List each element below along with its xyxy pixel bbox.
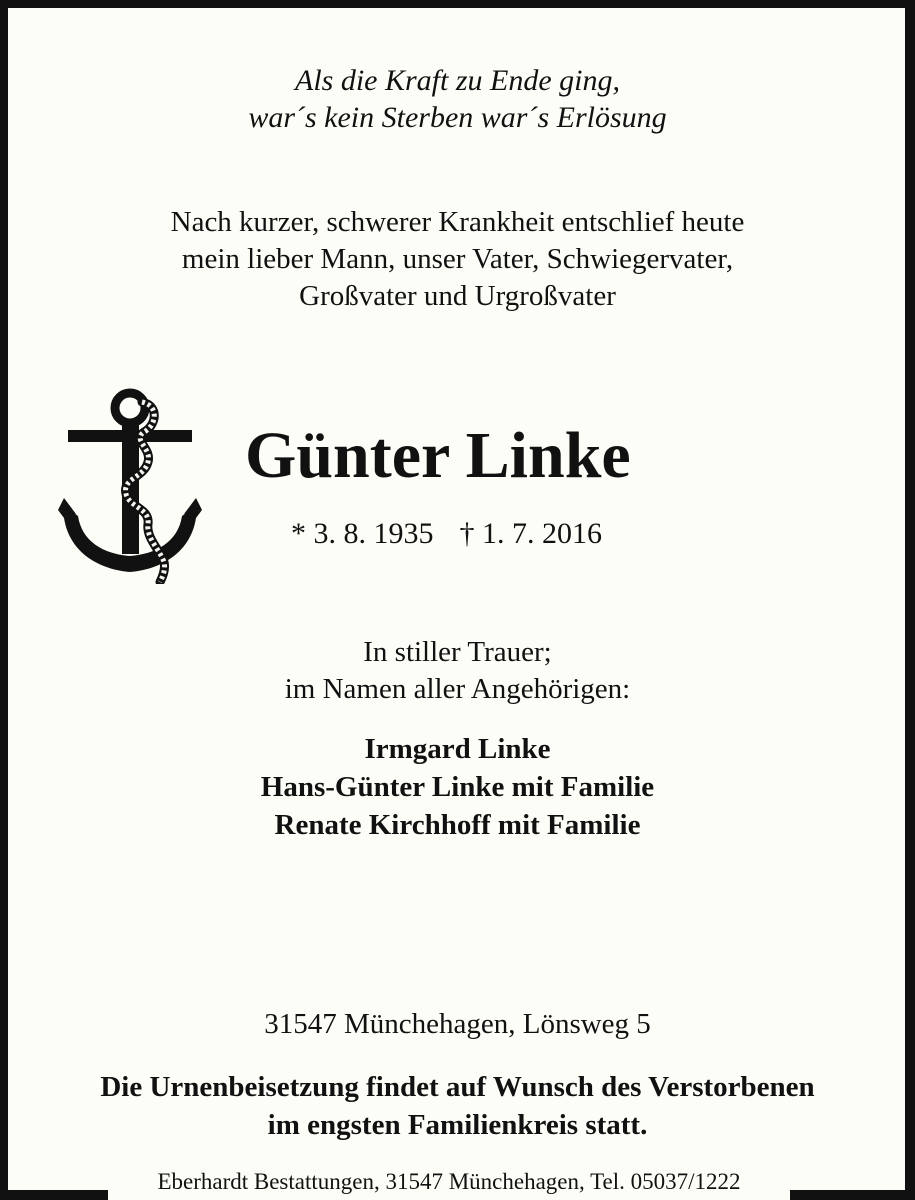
death-date: † 1. 7. 2016 bbox=[459, 517, 602, 550]
motto bbox=[0, 62, 915, 136]
life-dates bbox=[291, 517, 602, 551]
mourning-line-2: im Namen aller Angehörigen: bbox=[284, 673, 631, 705]
mourning-text bbox=[0, 634, 915, 708]
burial-notice bbox=[0, 1068, 915, 1144]
motto-line-1: Als die Kraft zu Ende ging, bbox=[295, 64, 620, 97]
intro-text bbox=[0, 204, 915, 315]
deceased-name: Günter Linke bbox=[245, 419, 631, 492]
family-member: Hans-Günter Linke mit Familie bbox=[260, 771, 655, 803]
motto-line-2: war´s kein Sterben war´s Erlösung bbox=[248, 101, 667, 134]
family-member: Irmgard Linke bbox=[364, 733, 551, 765]
intro-line-2: mein lieber Mann, unser Vater, Schwiegervater, bbox=[181, 243, 734, 275]
bottom-rule-left bbox=[8, 1190, 108, 1200]
family-list bbox=[0, 730, 915, 844]
notice-line-1: Die Urnenbeisetzung findet auf Wunsch des Verstorbenen bbox=[100, 1071, 815, 1103]
funeral-home-footer: Eberhardt Bestattungen, 31547 Münchehagen, Tel. 05037/1222 bbox=[157, 1169, 741, 1194]
birth-date: * 3. 8. 1935 bbox=[291, 517, 434, 550]
family-member: Renate Kirchhoff mit Familie bbox=[274, 809, 641, 841]
intro-line-3: Großvater und Urgroßvater bbox=[299, 280, 616, 312]
address: 31547 Münchehagen, Lönsweg 5 bbox=[264, 1008, 651, 1040]
anchor-icon bbox=[56, 386, 204, 584]
mourning-line-1: In stiller Trauer; bbox=[363, 636, 552, 668]
notice-line-2: im engsten Familienkreis statt. bbox=[267, 1109, 648, 1141]
intro-line-1: Nach kurzer, schwerer Krankheit entschlief heute bbox=[170, 206, 745, 238]
bottom-rule-right bbox=[790, 1190, 905, 1200]
